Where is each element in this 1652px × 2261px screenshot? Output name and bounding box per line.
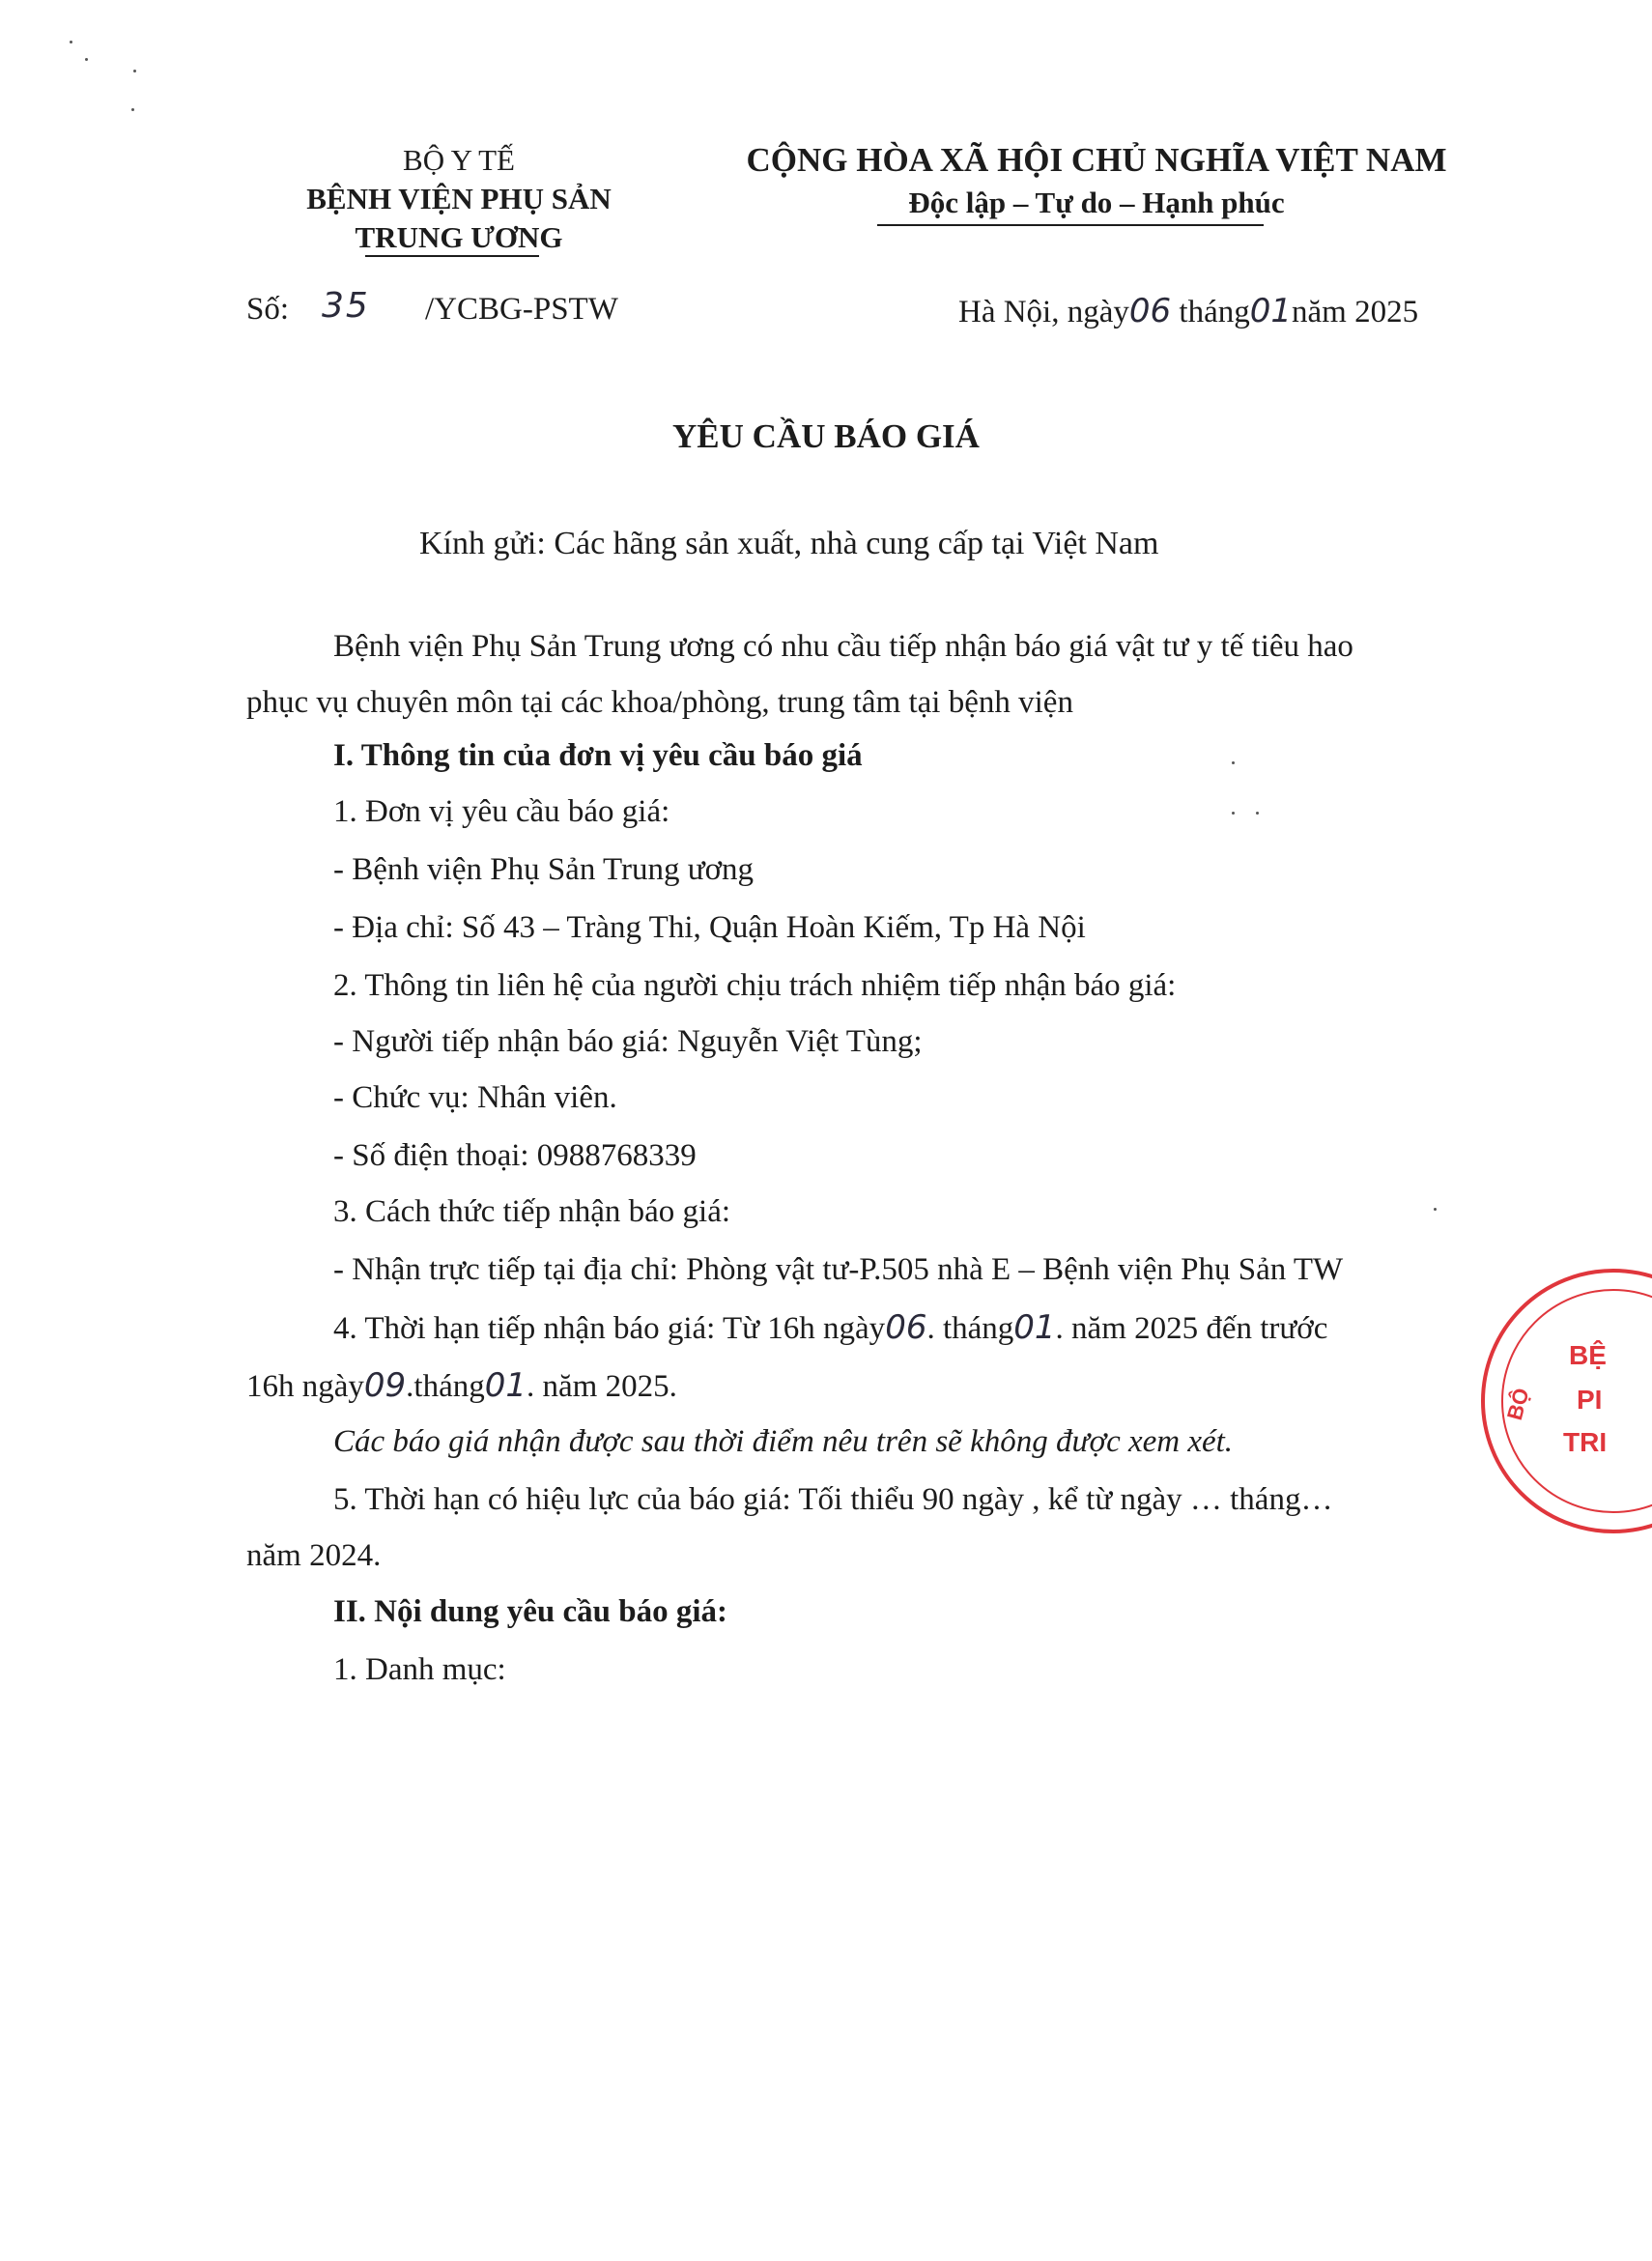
item4-day-to: 09 <box>363 1366 407 1405</box>
receive-direct: - Nhận trực tiếp tại địa chỉ: Phòng vật tư-P.505 nhà E – Bệnh viện Phụ Sản TW <box>333 1252 1344 1287</box>
date-day: 06 <box>1128 292 1172 330</box>
section1-heading: I. Thông tin của đơn vị yêu cầu báo giá <box>333 738 863 773</box>
scan-speck <box>85 58 88 61</box>
scan-speck <box>70 41 72 43</box>
late-quote-note: Các báo giá nhận được sau thời điểm nêu trên sẽ không được xem xét. <box>333 1424 1234 1459</box>
date-month-label: tháng <box>1179 295 1250 329</box>
section1-item5-line2: năm 2024. <box>246 1538 382 1573</box>
section2-item1: 1. Danh mục: <box>333 1652 506 1687</box>
item4-text-e: .tháng <box>406 1369 485 1404</box>
hospital-name-line1: BỆNH VIỆN PHỤ SẢN <box>306 182 612 215</box>
receiver-position: - Chức vụ: Nhân viên. <box>333 1080 617 1115</box>
document-title: YÊU CẦU BÁO GIÁ <box>672 417 980 455</box>
reference-code: /YCBG-PSTW <box>425 292 618 327</box>
stamp-text-1: BỆ <box>1569 1340 1607 1370</box>
stamp-text-2: PI <box>1577 1385 1603 1415</box>
receiver-name: - Người tiếp nhận báo giá: Nguyễn Việt Tùng; <box>333 1024 923 1059</box>
section1-item1: 1. Đơn vị yêu cầu báo giá: <box>333 794 670 829</box>
unit-name: - Bệnh viện Phụ Sản Trung ương <box>333 852 755 887</box>
hospital-stamp <box>1468 1256 1608 1546</box>
section1-item4-line1 <box>333 1308 1327 1347</box>
scan-speck <box>131 108 134 111</box>
hospital-name-line2: TRUNG ƯƠNG <box>355 220 563 254</box>
reference-label: Số: <box>246 292 290 327</box>
scan-speck <box>1434 1208 1437 1211</box>
country-name: CỘNG HÒA XÃ HỘI CHỦ NGHĨA VIỆT NAM <box>746 141 1447 179</box>
national-motto: Độc lập – Tự do – Hạnh phúc <box>908 186 1285 219</box>
ministry-name: BỘ Y TẾ <box>403 143 515 177</box>
date-year: năm 2025 <box>1292 295 1419 329</box>
section1-item5-line1: 5. Thời hạn có hiệu lực của báo giá: Tối thiểu 90 ngày , kể từ ngày … tháng… <box>333 1482 1333 1517</box>
section1-item4-line2 <box>246 1366 677 1405</box>
item4-text-c: . năm 2025 đến trước <box>1055 1311 1328 1346</box>
scan-speck <box>1256 812 1259 815</box>
item4-text-b: . tháng <box>926 1311 1014 1346</box>
scan-speck <box>133 70 136 72</box>
item4-text-a: 4. Thời hạn tiếp nhận báo giá: Từ 16h ngày <box>333 1311 886 1346</box>
date-month: 01 <box>1249 292 1292 330</box>
item4-day-from: 06 <box>885 1308 927 1347</box>
item4-month-from: 01 <box>1013 1308 1056 1347</box>
stamp-text-4: BỘ <box>1501 1385 1534 1423</box>
recipient-line: Kính gửi: Các hãng sản xuất, nhà cung cấp tại Việt Nam <box>419 526 1159 561</box>
scan-speck <box>1232 812 1235 815</box>
item4-text-d: 16h ngày <box>246 1369 364 1404</box>
header-left-underline <box>365 255 539 257</box>
document-date <box>958 292 1418 330</box>
item4-text-f: . năm 2025. <box>527 1369 677 1404</box>
item4-month-to: 01 <box>484 1366 527 1405</box>
unit-address: - Địa chỉ: Số 43 – Tràng Thi, Quận Hoàn Kiếm, Tp Hà Nội <box>333 910 1086 945</box>
date-prefix: Hà Nội, ngày <box>958 295 1129 329</box>
section1-item3: 3. Cách thức tiếp nhận báo giá: <box>333 1194 731 1229</box>
section2-heading: II. Nội dung yêu cầu báo giá: <box>333 1594 728 1629</box>
reference-number: 35 <box>322 286 370 326</box>
receiver-phone: - Số điện thoại: 0988768339 <box>333 1138 697 1173</box>
intro-paragraph: Bệnh viện Phụ Sản Trung ương có nhu cầu tiếp nhận báo giá vật tư y tế tiêu hao phục vụ chuyên môn tại các khoa/phòng, trung tâm tại bệnh viện <box>246 629 1353 720</box>
scan-speck <box>1232 761 1235 764</box>
stamp-text-3: TRI <box>1563 1427 1608 1457</box>
header-right-underline <box>877 224 1264 226</box>
section1-item2: 2. Thông tin liên hệ của người chịu trách nhiệm tiếp nhận báo giá: <box>333 968 1177 1003</box>
